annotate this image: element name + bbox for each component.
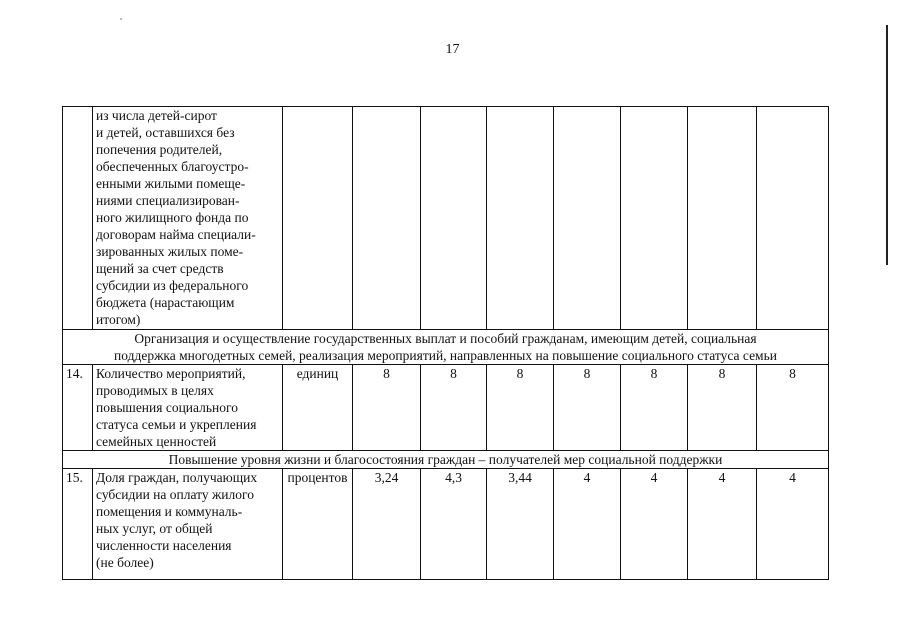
unit-cell: процентов [283, 469, 353, 580]
section-heading-line: Организация и осуществление государственных выплат и пособий гражданам, имеющим детей, социальная [134, 331, 757, 346]
value-cell: 8 [554, 365, 621, 451]
section-heading [63, 330, 829, 365]
value-cell [621, 107, 688, 330]
indicator-name-line: семейных ценностей [96, 434, 217, 449]
value-cell [353, 107, 421, 330]
indicator-name-line: субсидии из федерального [96, 278, 249, 293]
indicator-name-line: субсидии на оплату жилого [96, 487, 254, 502]
row-number-cell [63, 107, 93, 330]
indicator-name-line: ного жилищного фонда по [96, 210, 249, 225]
indicator-name-line: ных услуг, от общей [96, 521, 213, 536]
indicator-name-line: попечения родителей, [96, 142, 223, 157]
value-cell [688, 107, 757, 330]
indicator-name-line: Доля граждан, получающих [96, 470, 258, 485]
indicator-name-line: договорам найма специали- [96, 227, 256, 242]
value-cell: 8 [487, 365, 554, 451]
scan-speck [120, 18, 122, 20]
indicator-name-line: проводимых в целях [96, 383, 214, 398]
value-cell: 8 [757, 365, 829, 451]
value-cell: 4 [688, 469, 757, 580]
row-number-cell: 14. [63, 365, 93, 451]
indicator-name-line: ниями специализирован- [96, 193, 240, 208]
indicator-name-line: обеспеченных благоустро- [96, 159, 249, 174]
section-heading [63, 451, 829, 469]
indicator-name-line: из числа детей-сирот [96, 108, 217, 123]
value-cell: 4 [621, 469, 688, 580]
indicator-name-line: повышения социального [96, 400, 238, 415]
table-row [63, 365, 829, 451]
value-cell [757, 107, 829, 330]
page-number: 17 [445, 42, 460, 57]
section-heading-line: Повышение уровня жизни и благосостояния граждан – получателей мер социальной поддержки [168, 452, 723, 467]
table-row-continued [63, 107, 829, 330]
table-row [63, 469, 829, 580]
indicators-table [62, 106, 829, 580]
indicator-name-line: (не более) [96, 555, 154, 570]
value-cell: 8 [353, 365, 421, 451]
value-cell [487, 107, 554, 330]
section-heading-row [63, 330, 829, 365]
indicator-name-cell [93, 365, 283, 451]
unit-cell [283, 107, 353, 330]
indicator-name-line: численности населения [96, 538, 232, 553]
indicator-name-cell [93, 107, 283, 330]
value-cell: 8 [621, 365, 688, 451]
unit-cell: единиц [283, 365, 353, 451]
value-cell: 3,44 [487, 469, 554, 580]
value-cell: 8 [688, 365, 757, 451]
section-heading-line: поддержка многодетных семей, реализация мероприятий, направленных на повышение социального статуса семьи [114, 348, 777, 363]
value-cell: 4,3 [421, 469, 487, 580]
section-heading-row [63, 451, 829, 469]
indicator-name-line: итогом) [96, 312, 141, 327]
value-cell [421, 107, 487, 330]
value-cell: 4 [757, 469, 829, 580]
indicator-name-line: зированных жилых поме- [96, 244, 244, 259]
value-cell: 4 [554, 469, 621, 580]
value-cell: 3,24 [353, 469, 421, 580]
value-cell [554, 107, 621, 330]
indicator-name-line: статуса семьи и укрепления [96, 417, 257, 432]
indicator-name-line: Количество мероприятий, [96, 366, 246, 381]
scan-edge-line [886, 25, 888, 265]
indicator-name-line: помещения и коммуналь- [96, 504, 243, 519]
indicator-name-line: щений за счет средств [96, 261, 224, 276]
indicator-name-line: бюджета (нарастающим [96, 295, 235, 310]
indicator-name-line: енными жилыми помеще- [96, 176, 246, 191]
indicator-name-line: и детей, оставшихся без [96, 125, 235, 140]
row-number-cell: 15. [63, 469, 93, 580]
indicator-name-cell [93, 469, 283, 580]
value-cell: 8 [421, 365, 487, 451]
